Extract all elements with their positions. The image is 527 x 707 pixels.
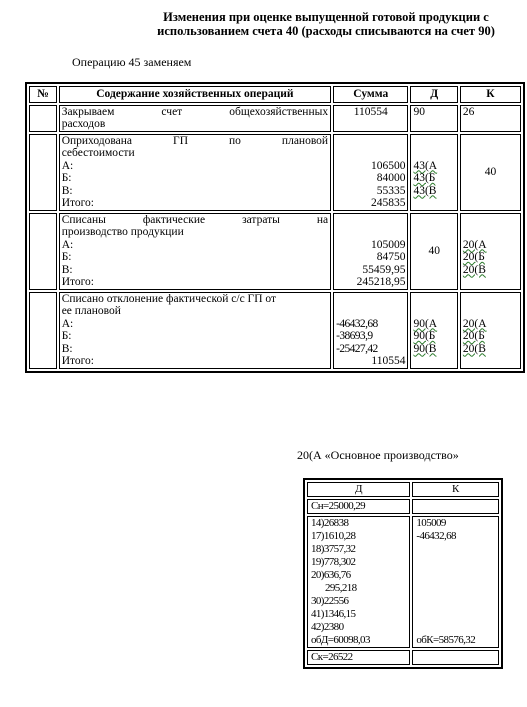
document-title	[128, 10, 524, 38]
row-credit: 20(А 20(Б 20(В	[460, 292, 521, 369]
row-description: Списаны фактические затраты на производство продукции А: Б: В: Итого:	[59, 213, 331, 290]
t-account-entries-row	[307, 516, 499, 648]
operations-header-row	[29, 86, 521, 103]
credit-entries: 105009 -46432,68 обК=58576,32	[412, 516, 499, 648]
row-sum: 110554	[333, 105, 408, 132]
title-line-1: Изменения при оценке выпущенной готовой продукции с	[163, 10, 489, 24]
row-sum: -46432,68 -38693,9 -25427,42 110554	[333, 292, 408, 369]
header-number: №	[29, 86, 57, 103]
row-description: Списано отклонение фактической с/с ГП от ее плановой А: Б: В: Итого:	[59, 292, 331, 369]
row-debit: 90(А 90(Б 90(В	[410, 292, 457, 369]
t-account-opening-row	[307, 499, 499, 514]
closing-balance: Ск=26522	[307, 650, 410, 665]
operations-table	[25, 82, 525, 373]
row-description: Оприходована ГП по плановой себестоимости А: Б: В: Итого:	[59, 134, 331, 211]
table-row	[29, 105, 521, 132]
row-number	[29, 105, 57, 132]
debit-entries: 14)26838 17)1610,28 18)3757,32 19)778,302 20)636,76 295,218 30)22556 41)1346,15 42)2380 обД=60098,03	[307, 516, 410, 648]
title-line-2: использованием счета 40 (расходы списываются на счет 90)	[157, 24, 495, 38]
table-row	[29, 134, 521, 211]
row-sum: 106500 84000 55335 245835	[333, 134, 408, 211]
row-number	[29, 292, 57, 369]
row-description: Закрываем счет общехозяйственных расходов	[59, 105, 331, 132]
row-credit: 40	[460, 134, 521, 211]
row-sum: 105009 84750 55459,95 245218,95	[333, 213, 408, 290]
row-debit: 43(А 43(Б 43(В	[410, 134, 457, 211]
opening-balance: Сн=25000,29	[307, 499, 410, 514]
account-caption: 20(А «Основное производство»	[297, 448, 459, 462]
t-account-debit-header: Д	[307, 482, 410, 497]
row-debit: 90	[410, 105, 457, 132]
header-credit: К	[460, 86, 521, 103]
row-debit: 40	[410, 213, 457, 290]
row-number	[29, 134, 57, 211]
t-account-header-row	[307, 482, 499, 497]
row-credit: 20(А 20(Б 20(В	[460, 213, 521, 290]
t-account-table	[303, 478, 503, 669]
header-description: Содержание хозяйственных операций	[59, 86, 331, 103]
operation-note: Операцию 45 заменяем	[72, 55, 192, 69]
row-number	[29, 213, 57, 290]
table-row	[29, 292, 521, 369]
table-row	[29, 213, 521, 290]
row-credit: 26	[460, 105, 521, 132]
t-account-credit-header: К	[412, 482, 499, 497]
header-debit: Д	[410, 86, 457, 103]
t-account-closing-row	[307, 650, 499, 665]
header-sum: Сумма	[333, 86, 408, 103]
